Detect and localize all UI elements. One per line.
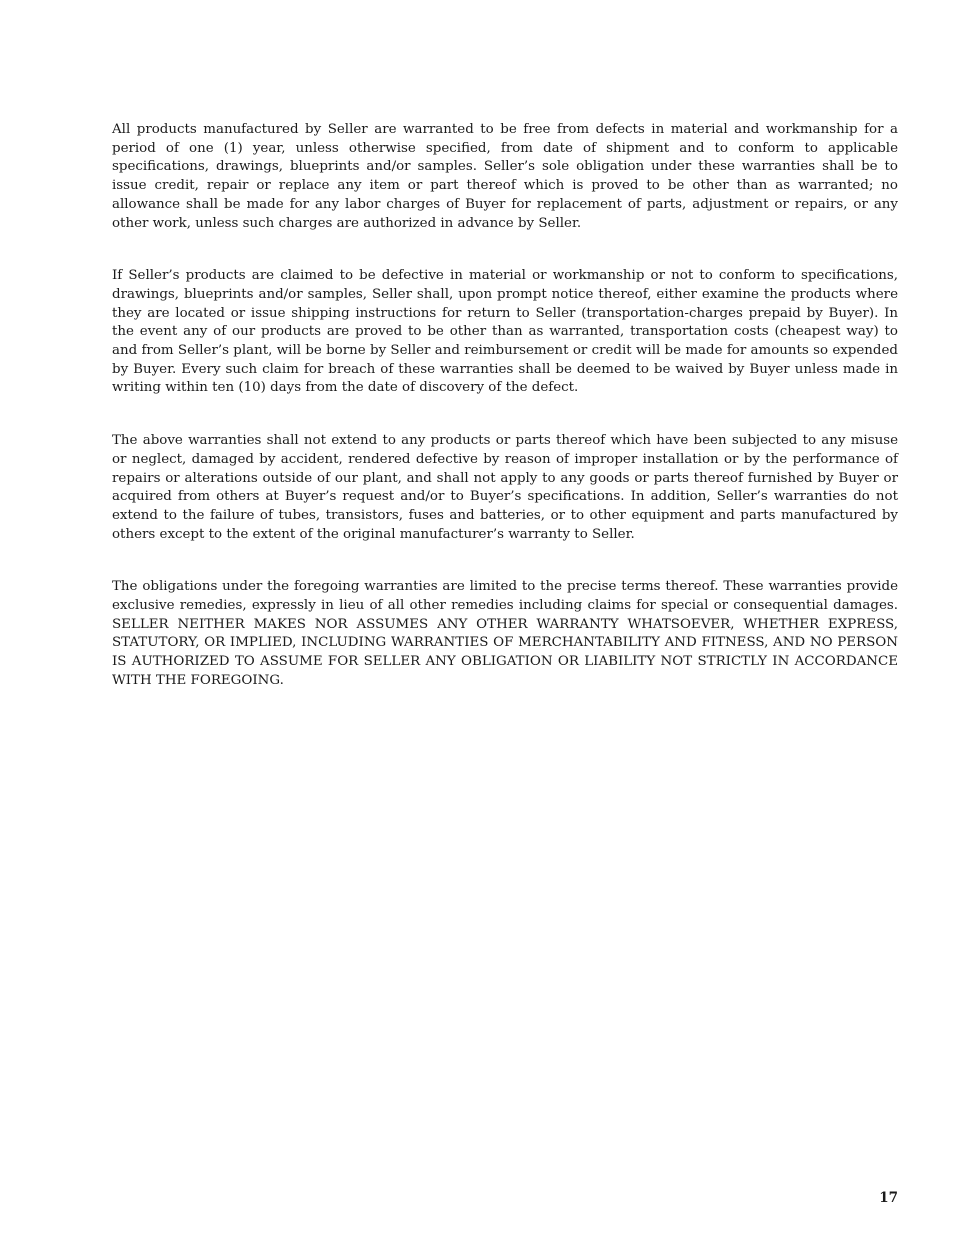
page-number: 17 xyxy=(879,1190,898,1206)
warranty-paragraph-claims: If Seller’s products are claimed to be defective in material or workmanship or not to conform to specifications, drawings, blueprints and/or samples, Seller shall, upon prompt notice thereof, either examine the products where they are located or issue shipping instructions for return to Seller (transportation-charges prepaid by Buyer). In the event any of our products are proved to be other than as warranted, transportation costs (cheapest way) to and from Seller’s plant, will be borne by Seller and reimbursement or credit will be made for amounts so expended by Buyer. Every such claim for breach of these warranties shall be deemed to be waived by Buyer unless made in writing within ten (10) days from the date of discovery of the defect. xyxy=(112,268,898,396)
warranty-text-block xyxy=(112,121,898,725)
warranty-paragraph-exclusions: The above warranties shall not extend to any products or parts thereof which have been subjected to any misuse or neglect, damaged by accident, rendered defective by reason of improper installation or by the performance of repairs or alterations outside of our plant, and shall not apply to any goods or parts thereof furnished by Buyer or acquired from others at Buyer’s request and/or to Buyer’s specifications. In addition, Seller’s warranties do not extend to the failure of tubes, transistors, fuses and batteries, or to other equipment and parts manufactured by others except to the extent of the original manufacturer’s warranty to Seller. xyxy=(112,433,898,542)
warranty-paragraph-coverage: All products manufactured by Seller are warranted to be free from defects in material and workmanship for a period of one (1) year, unless otherwise specified, from date of shipment and to conform to applicable specifications, drawings, blueprints and/or samples. Seller’s sole obligation under these warranties shall be to issue credit, repair or replace any item or part thereof which is proved to be other than as warranted; no allowance shall be made for any labor charges of Buyer for replacement of parts, adjustment or repairs, or any other work, unless such charges are authorized in advance by Seller. xyxy=(112,122,898,231)
warranty-paragraph-limitations: The obligations under the foregoing warranties are limited to the precise terms thereof. These warranties provide exclusive remedies, expressly in lieu of all other remedies including claims for special or consequential damages. SELLER NEITHER MAKES NOR ASSUMES ANY OTHER WARRANTY WHATSOEVER, WHETHER EXPRESS, STATUTORY, OR IMPLIED, INCLUDING WARRANTIES OF MERCHANTABILITY AND FITNESS, AND NO PERSON IS AUTHORIZED TO ASSUME FOR SELLER ANY OBLIGATION OR LIABILITY NOT STRICTLY IN ACCORDANCE WITH THE FOREGOING. xyxy=(112,579,898,688)
